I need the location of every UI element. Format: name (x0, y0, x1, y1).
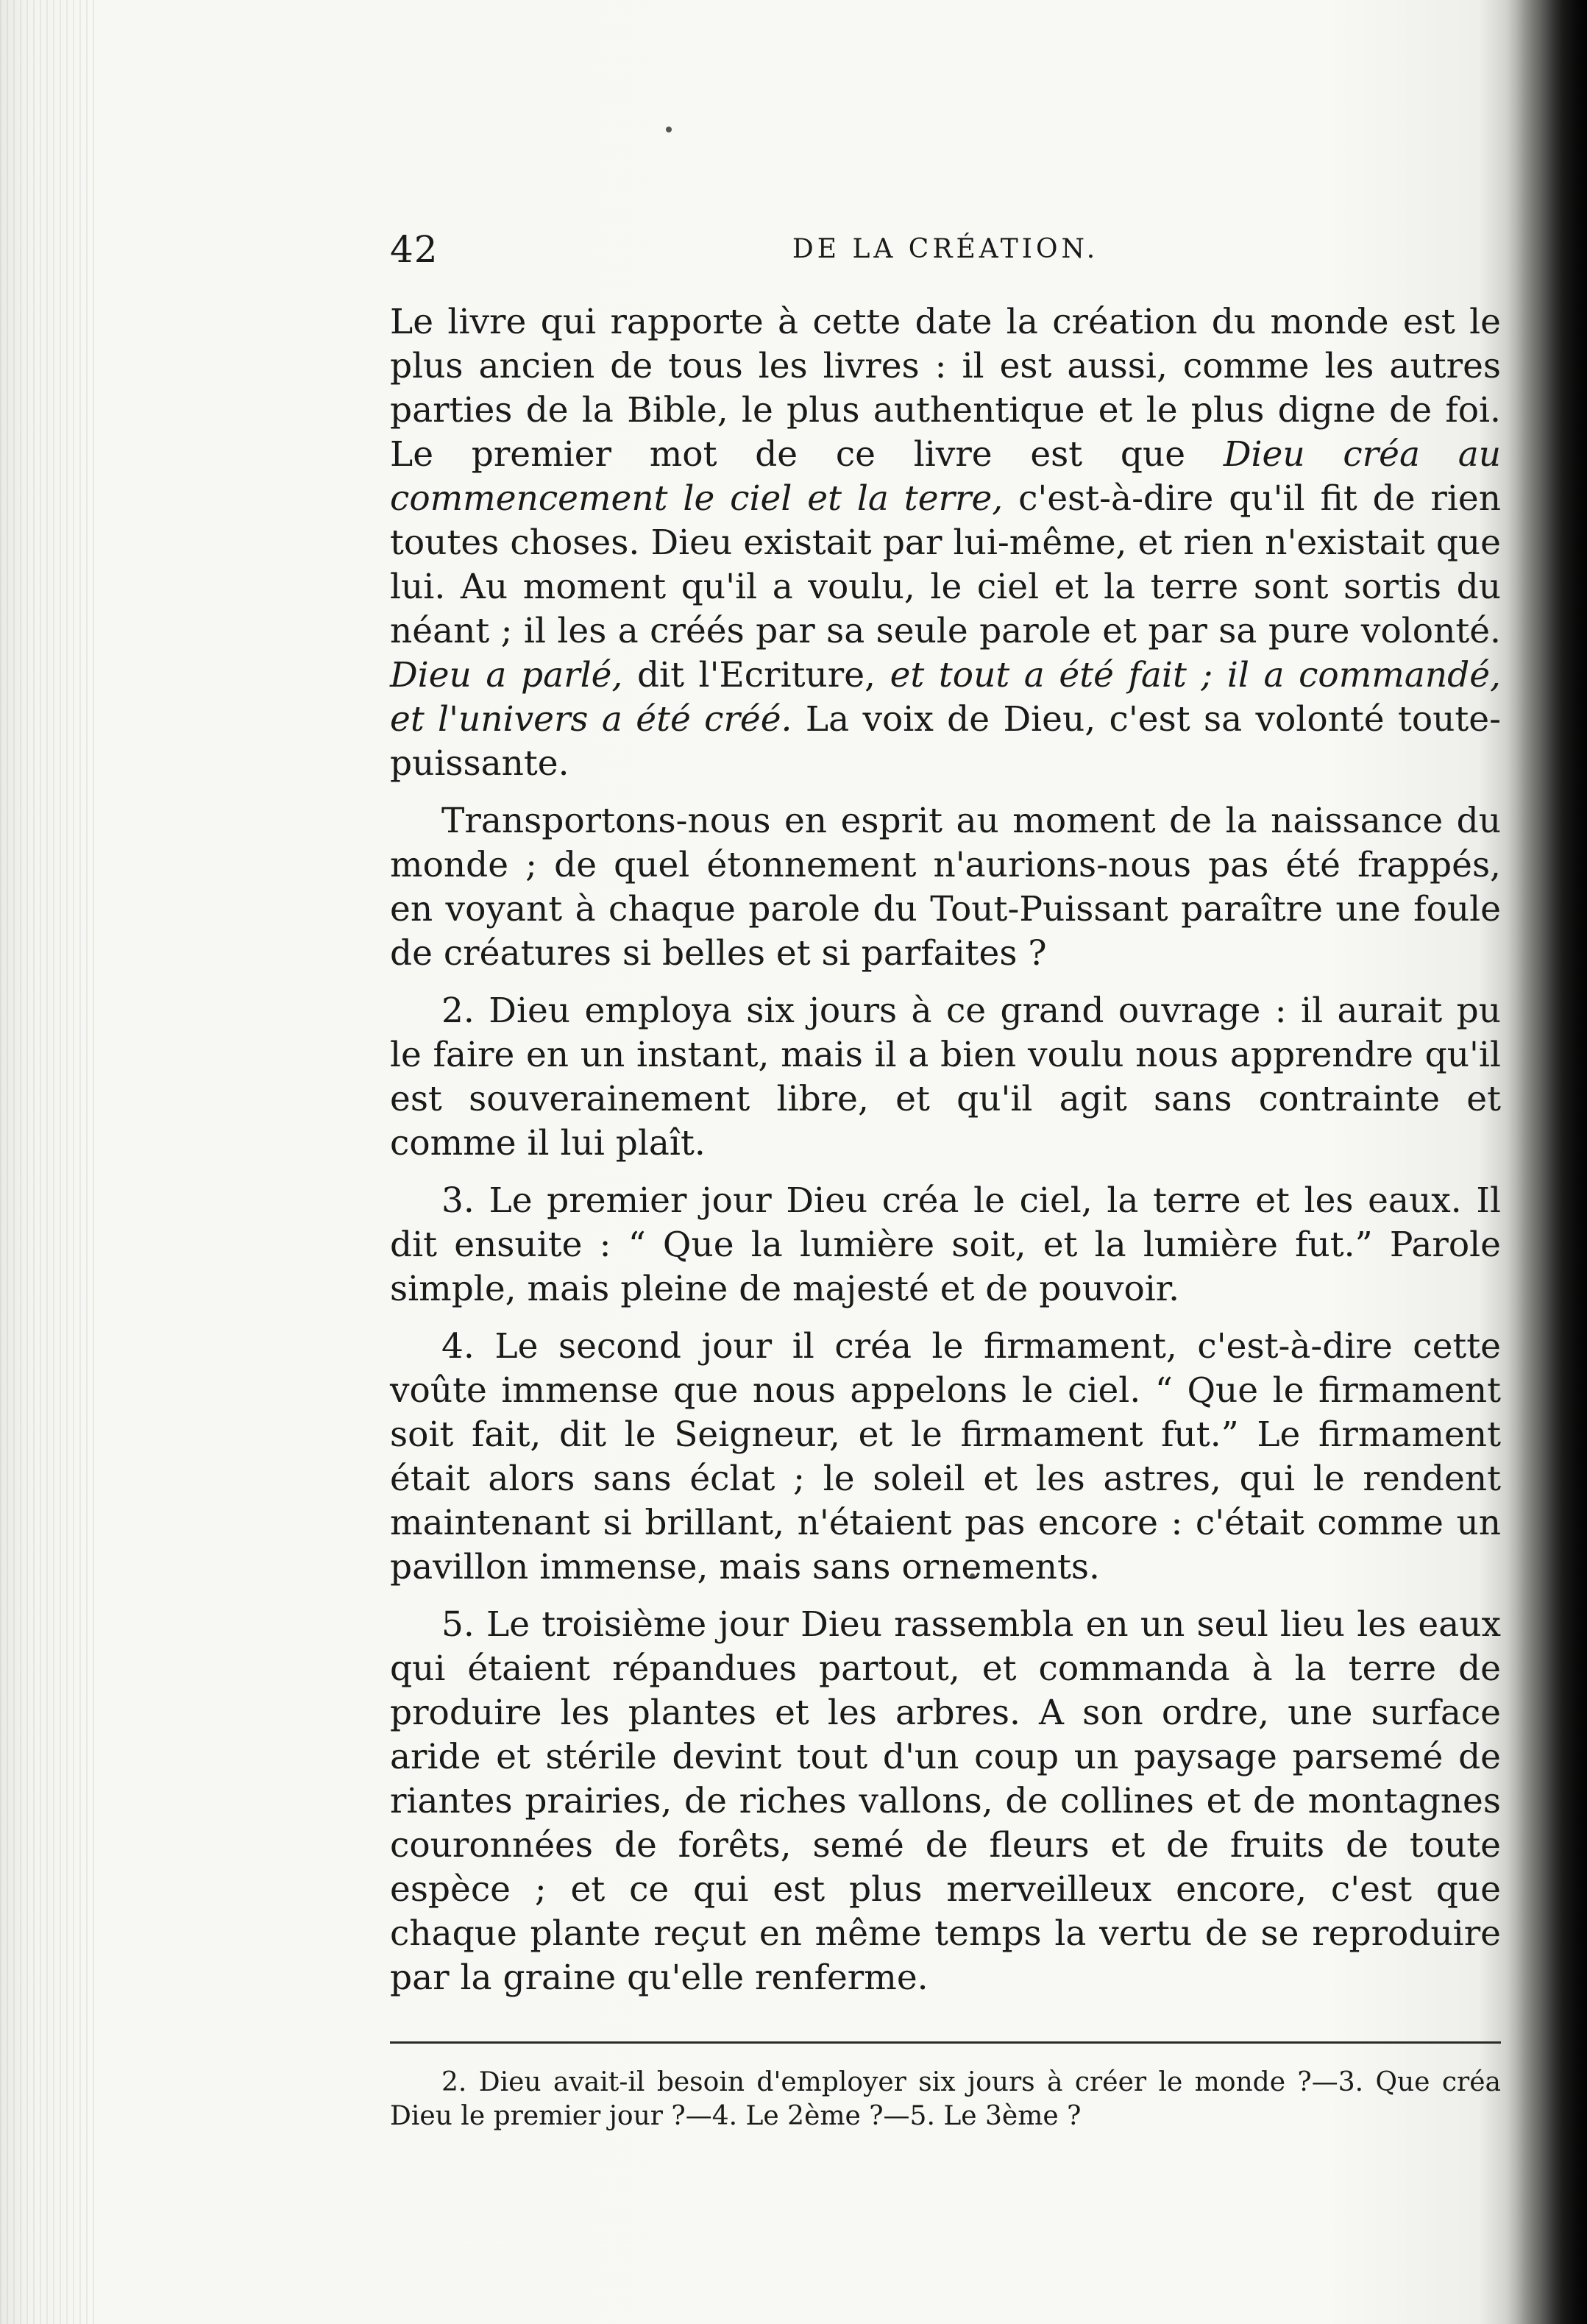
text-segment: La voix de Dieu, c'est sa volonté toute-puissante. (390, 699, 1501, 784)
paragraph-p1 (390, 300, 1501, 786)
binding-shadow (1506, 0, 1587, 2324)
text-segment: Transportons-nous en esprit au moment de la naissance du monde ; de quel étonnement n'aurions-nous pas été frappés, en voyant à chaque parole du Tout-Puissant paraître une foule de créatures si belles et si parfaites ? (390, 801, 1501, 974)
italic-text: et tout a été fait ; il a commandé, et l'univers a été créé. (390, 655, 1501, 740)
paragraph-p5 (390, 1325, 1501, 1590)
page-content (390, 228, 1501, 2133)
paragraph-p3 (390, 989, 1501, 1166)
paragraph-p2 (390, 799, 1501, 976)
text-segment: dit l'Ecriture, (622, 655, 890, 695)
ink-speck (666, 127, 672, 132)
footnote: 2. Dieu avait-il besoin d'employer six jours à créer le monde ?—3. Que créa Dieu le premier jour ?—4. Le 2ème ?—5. Le 3ème ? (390, 2067, 1501, 2131)
text-segment: c'est-à-dire qu'il fit de rien toutes choses. Dieu existait par lui-même, et rien n'existait que lui. Au moment qu'il a voulu, le ciel et la terre sont sortis du néant ; il les a créés par sa seule parole et par sa pure volonté. (390, 478, 1501, 651)
running-title: DE LA CRÉATION. (792, 234, 1099, 264)
text-segment: 5. Le troisième jour Dieu rassembla en un seul lieu les eaux qui étaient répandues partout, et commanda à la terre de produire les plantes et les arbres. A son ordre, une surface aride et stérile devint tout d'un coup un paysage parsemé de riantes prairies, de riches vallons, de collines et de montagnes couronnées de forêts, semé de fleurs et de fruits de toute espèce ; et ce qui est plus merveilleux encore, c'est que chaque plante reçut en même temps la vertu de se reproduire par la graine qu'elle renferme. (390, 1604, 1501, 1998)
page-edges (0, 0, 96, 2324)
text-segment: 2. Dieu employa six jours à ce grand ouvrage : il aurait pu le faire en un instant, mais il a bien voulu nous apprendre qu'il est souverainement libre, et qu'il agit sans contrainte et comme il lui plaît. (390, 991, 1501, 1163)
paragraph-p4 (390, 1179, 1501, 1311)
text-segment: 3. Le premier jour Dieu créa le ciel, la terre et les eaux. Il dit ensuite : “ Que la lumière soit, et la lumière fut.” Parole simple, mais pleine de majesté et de pouvoir. (390, 1180, 1501, 1309)
footnote-rule (390, 2041, 1501, 2044)
paragraph-p6 (390, 1603, 1501, 2000)
text-segment: 4. Le second jour il créa le firmament, c'est-à-dire cette voûte immense que nous appelons le ciel. “ Que le firmament soit fait, dit le Seigneur, et le firmament fut.” Le firmament était alors sans éclat ; le soleil et les astres, qui le rendent maintenant si brillant, n'étaient pas encore : c'était comme un pavillon immense, mais sans ornements. (390, 1326, 1501, 1587)
running-head (390, 228, 1501, 287)
italic-text: Dieu a parlé, (390, 655, 623, 695)
page-number: 42 (390, 228, 439, 271)
body-text (390, 300, 1501, 2000)
italic-text: Dieu créa au commencement le ciel et la terre, (390, 434, 1501, 519)
text-segment: Le livre qui rapporte à cette date la création du monde est le plus ancien de tous les livres : il est aussi, comme les autres parties de la Bible, le plus authentique et le plus digne de foi. Le premier mot de ce livre est que (390, 302, 1501, 475)
